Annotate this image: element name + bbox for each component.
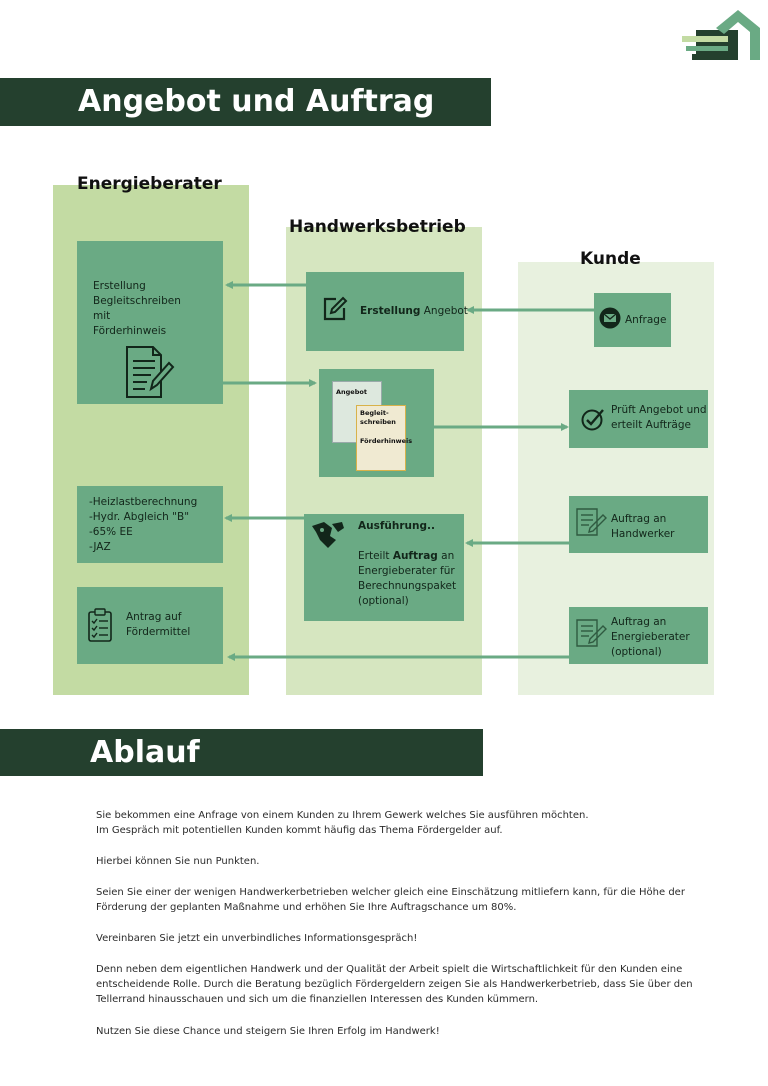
wrench-globe-icon [310,520,346,550]
clipboard-checklist-icon [87,607,113,643]
ausfuehrung-pre: Erteilt [358,550,390,562]
prueft-line-1: Prüft Angebot und [611,404,707,416]
column-title-kunde: Kunde [580,249,641,269]
box-ausfuehrung [304,514,464,621]
box-auftrag-energieberater [569,607,708,664]
heizlast-line-4: -JAZ [89,541,111,553]
paragraph-line: Seien Sie einer der wenigen Handwerkerbetrieben welcher gleich eine Einschätzung mitliefern kann, für die Höhe der [96,887,685,898]
ablauf-title: Ablauf [90,735,200,770]
paragraph-line: entscheidende Rolle. Durch die Beratung bezüglich Fördergeldern zeigen Sie als Handwerkerbetrieb, dass Sie über den [96,979,693,990]
paragraph-5 [96,962,716,1007]
paragraph-line: Nutzen Sie diese Chance und steigern Sie Ihren Erfolg im Handwerk! [96,1026,440,1037]
document-sign-icon [573,505,607,539]
paragraph-3 [96,885,716,915]
heizlast-line-1: -Heizlastberechnung [89,496,198,508]
heizlast-line-2: -Hydr. Abgleich "B" [89,511,190,523]
paragraph-2 [96,854,716,869]
paragraph-line: Im Gespräch mit potentiellen Kunden kommt häufig das Thema Fördergelder auf. [96,825,503,836]
begleit-line-3: mit [93,310,111,322]
anfrage-label: Anfrage [625,314,667,326]
ausfuehrung-title: Ausführung.. [358,520,435,532]
box-auftrag-handwerker [569,496,708,553]
antrag-line-1: Antrag auf [126,611,182,623]
box-erstellung-angebot [306,272,468,351]
mail-icon [599,307,621,329]
auftrag-energieberater-line-1: Auftrag an [611,616,667,628]
ausfuehrung-post: an [441,550,455,562]
erstellung-angebot-bold: Erstellung [360,305,421,317]
box-documents [319,369,434,477]
auftrag-energieberater-line-3: (optional) [611,646,662,658]
erstellung-angebot-rest: Angebot [423,305,468,317]
ausfuehrung-line-1: Energieberater für [358,565,455,577]
doc-angebot-label: Angebot [336,388,367,396]
auftrag-handwerker-line-2: Handwerker [611,528,675,540]
box-prueft-angebot [569,390,708,448]
box-erstellung-begleitschreiben [77,241,223,404]
box-heizlastberechnung [77,486,223,563]
doc-begleit-line-1: Begleit- [360,409,389,417]
paragraph-line: Förderung der geplanten Maßnahme und erhöhen Sie Ihre Auftragschance um 80%. [96,902,517,913]
antrag-line-2: Fördermittel [126,626,191,638]
ablauf-banner [0,729,483,776]
doc-begleit-line-2: schreiben [360,418,396,426]
paragraph-line: Tellerrand hinausschauen und sich um die finanziellen Interessen des Kunden kümmern. [96,994,539,1005]
begleit-line-4: Förderhinweis [93,325,167,337]
paragraph-line: Denn neben dem eigentlichen Handwerk und der Qualität der Arbeit spielt die Wirtschaftlichkeit für den Kunden eine [96,964,683,975]
paragraph-line: Vereinbaren Sie jetzt ein unverbindliches Informationsgespräch! [96,933,418,944]
document-pen-icon [123,345,177,399]
paragraph-line: Hierbei können Sie nun Punkten. [96,856,260,867]
ausfuehrung-line-2: Berechnungspaket [358,580,457,592]
ausfuehrung-bold: Auftrag [392,550,438,562]
auftrag-handwerker-line-1: Auftrag an [611,513,667,525]
box-antrag-foerdermittel [77,587,223,664]
edit-icon [322,296,348,322]
begleit-line-2: Begleitschreiben [93,295,181,307]
column-title-energieberater: Energieberater [77,174,222,194]
doc-foerder-label: Förderhinweis [360,437,413,445]
paragraph-4 [96,931,716,946]
prueft-line-2: erteilt Aufträge [611,419,691,431]
page-title: Angebot und Auftrag [78,84,435,119]
paragraph-6 [96,1024,716,1039]
heizlast-line-3: -65% EE [89,526,133,538]
document-sign-icon [573,616,607,650]
paragraph-line: Sie bekommen eine Anfrage von einem Kunden zu Ihrem Gewerk welches Sie ausführen möchten. [96,810,589,821]
begleit-line-1: Erstellung [93,280,146,292]
box-anfrage [594,293,671,347]
doc-begleitschreiben [356,405,413,471]
ausfuehrung-line-3: (optional) [358,595,409,607]
check-circle-icon [581,407,605,431]
column-title-handwerksbetrieb: Handwerksbetrieb [289,217,466,237]
auftrag-energieberater-line-2: Energieberater [611,631,690,643]
paragraph-1 [96,808,716,838]
